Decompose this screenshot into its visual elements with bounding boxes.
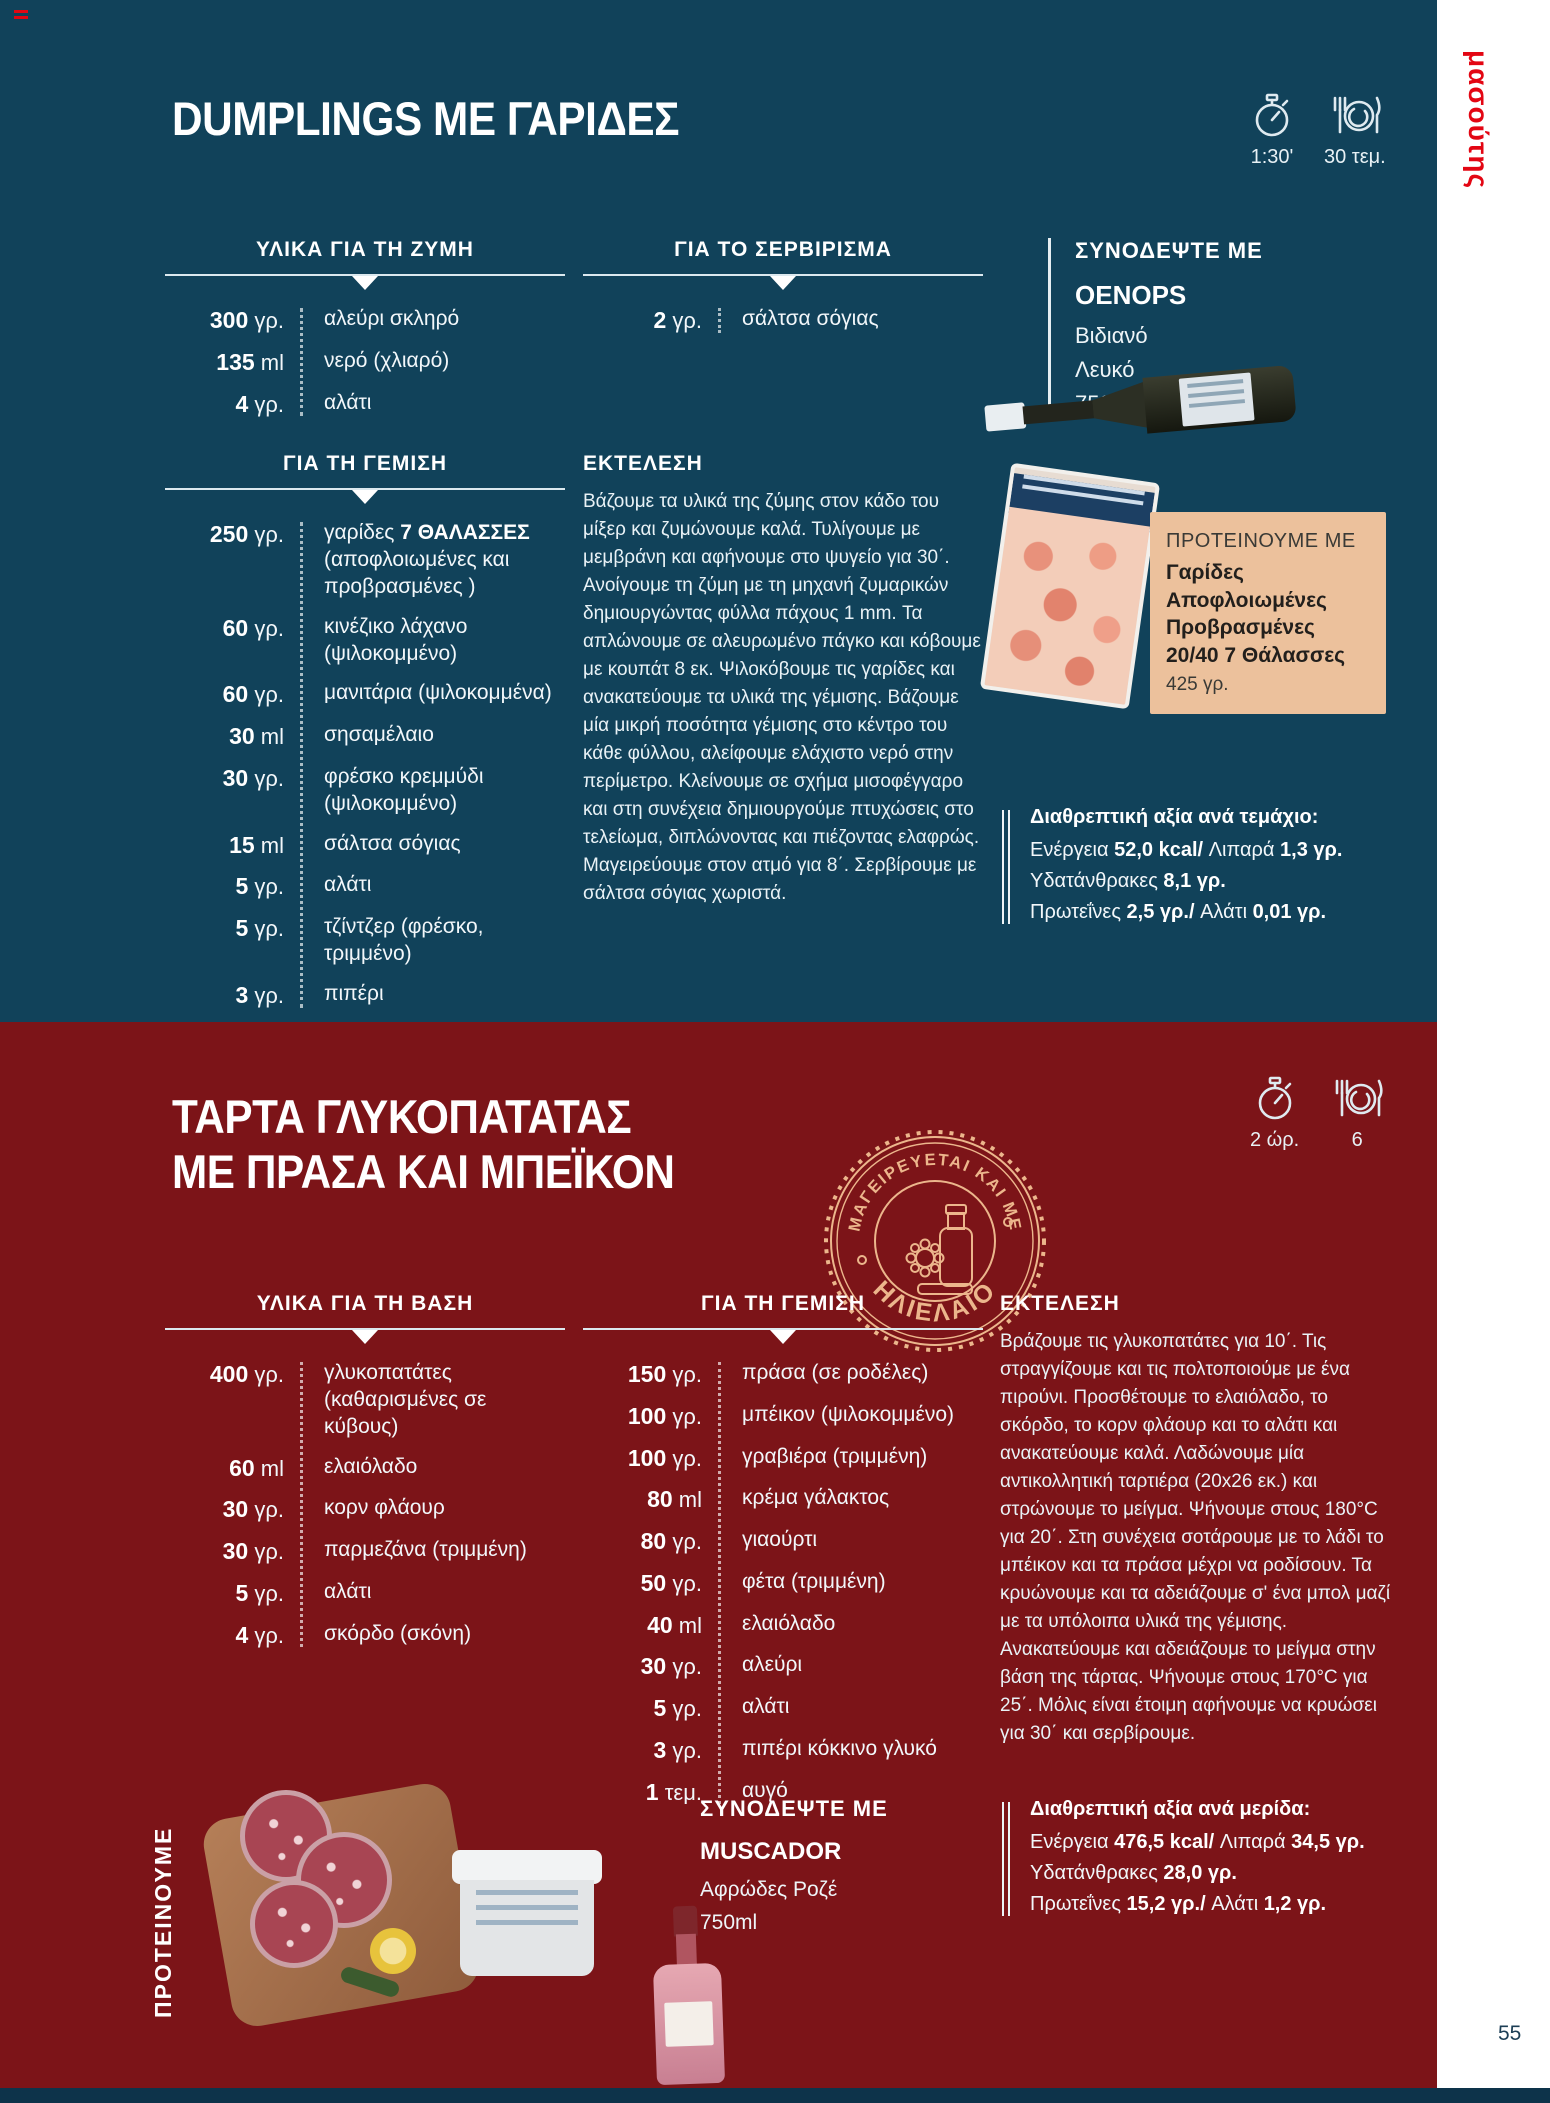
- svg-text:ΜΑΓΕΙΡΕΥΕΤΑΙ ΚΑΙ ΜΕ: [845, 1151, 1024, 1233]
- recipe2-servings: [1329, 1075, 1385, 1152]
- ingredient-row: 1 τεμ. αυγό: [645, 1778, 788, 1805]
- suggest-title: ΠΡΟΤΕΙΝΟΥΜΕ ΜΕ: [1166, 530, 1356, 552]
- ingredient-row: 300 γρ. αλεύρι σκληρό: [209, 307, 460, 333]
- bottle-label: [664, 2001, 714, 2047]
- recipe1-filling-section: [165, 452, 565, 1023]
- ingredient-row: 135 ml νερό (χλιαρό): [216, 348, 450, 375]
- meat-slice: [250, 1880, 338, 1968]
- ingredient-row: 30 γρ. αλεύρι: [640, 1653, 803, 1680]
- recipe1-dough-section: [165, 238, 565, 431]
- ingredient-row: 5 γρ. αλάτι: [235, 873, 372, 900]
- recipe2-time-label: 2 ώρ.: [1250, 1129, 1300, 1151]
- ingredient-row: 15 ml σάλτσα σόγιας: [229, 831, 461, 858]
- ingredient-row: 30 ml σησαμέλαιο: [229, 723, 434, 750]
- nutrition-line: Πρωτεΐνες 2,5 γρ./ Αλάτι 0,01 γρ.: [1030, 901, 1327, 923]
- stopwatch-icon: [1253, 1075, 1297, 1123]
- stamp-top-text: ΜΑΓΕΙΡΕΥΕΤΑΙ ΚΑΙ ΜΕ: [845, 1150, 1025, 1234]
- ingredient-row: 80 γρ. γιαούρτι: [640, 1528, 818, 1554]
- ingredient-row: 40 ml ελαιόλαδο: [647, 1611, 836, 1638]
- pairing-line: 750ml: [700, 1910, 758, 1934]
- wine-bottle-neck: [1022, 400, 1098, 424]
- ingredient-row: 400 γρ. γλυκοπατάτες (καθαρισμένες σε κύβους): [209, 1361, 487, 1438]
- nutrition-line: Ενέργεια 52,0 kcal/ Λιπαρά 1,3 γρ.: [1030, 839, 1343, 861]
- brand-logo: μασούτης: [1463, 50, 1494, 190]
- header-divider: [165, 1328, 565, 1330]
- right-sidebar: [1437, 0, 1550, 2088]
- ingredient-row: 80 ml κρέμα γάλακτος: [647, 1486, 890, 1513]
- footer-strip: [0, 2088, 1550, 2103]
- recipe1-time-label: 1:30': [1250, 146, 1294, 168]
- recipe2-meta: [1250, 1075, 1385, 1152]
- recipe1-suggest-box: [1150, 512, 1386, 714]
- ingredient-list: [165, 306, 565, 418]
- sunflower-oil-bottle-icon: [907, 1205, 973, 1294]
- recipe1-nutrition: [1002, 806, 1394, 928]
- section-header: ΥΛΙΚΑ ΓΙΑ ΤΗ ΖΥΜΗ: [256, 238, 474, 261]
- tub-lid: [452, 1850, 602, 1884]
- execution-text: Βάζουμε τα υλικά της ζύμης στον κάδο του μίξερ και ζυμώνουμε καλά. Τυλίγουμε με μεμβράνη και αφήνουμε στο ψυγείο για 30΄. Ανοίγουμε τη ζύμη με τη μηχανή ζυμαρικών δημιουργώντας φύλλα πάχους 1 mm. Τα απλώνουμε σε αλευρωμένο πάγκο και κόβουμε με κουπάτ 8 εκ. Ψιλοκόβουμε τις γαρίδες και ανακατεύουμε τα υλικά της γέμισης. Βάζουμε μία μικρή ποσότητα γέμισης στο κέντρο του κάθε φύλλου, αλείφουμε ελάχιστο νερό στην περίμετρο. Κλείνουμε σε σχήμα μισοφέγγαρο και στη συνέχεια δημιουργούμε πτυχώσεις στο τελείωμα, διπλώνοντας και πιέζοντας ελαφρώς. Μαγειρεύουμε στον ατμό για 8΄. Σερβίρουμε με σάλτσα σόγιας χωριστά.: [583, 491, 981, 904]
- recipe1-title: DUMPLINGS ΜΕ ΓΑΡΙΔΕΣ: [172, 92, 680, 145]
- recipe2-title: ΤΑΡΤΑ ΓΛΥΚΟΠΑΤΑΤΑΣ ΜΕ ΠΡΑΣΑ ΚΑΙ ΜΠΕΪΚΟΝ: [172, 1090, 675, 1198]
- ingredient-list: [165, 1360, 565, 1649]
- ingredient-list: [165, 520, 565, 1010]
- header-divider: [583, 1328, 983, 1330]
- ingredient-row: 60 γρ. μανιτάρια (ψιλοκομμένα): [222, 681, 552, 708]
- pairing-product-name: OENOPS: [1075, 280, 1187, 310]
- ingredient-row: 50 γρ. φέτα (τριμμένη): [640, 1569, 886, 1596]
- ingredient-row: 5 γρ. τζίντζερ (φρέσκο, τριμμένο): [235, 915, 484, 965]
- recipe2-base-section: [165, 1292, 565, 1662]
- recipe2-nutrition: [1002, 1798, 1394, 1920]
- recipe1-servings-label: 30 τεμ.: [1324, 146, 1386, 168]
- recipe1-serving-section: [583, 238, 983, 348]
- ingredient-row: 5 γρ. αλάτι: [235, 1579, 372, 1606]
- execution-text: Βράζουμε τις γλυκοπατάτες για 10΄. Τις στραγγίζουμε και τις πολτοποιούμε με ένα πιρούνι. Προσθέτουμε το ελαιόλαδο, το σκόρδο, το κορν φλάουρ και το αλάτι και ανακατεύουμε καλά. Λαδώνουμε μία αντικολλητική ταρτιέρα (20x26 εκ.) και στρώνουμε το μείγμα. Ψήνουμε στους 180°C για 20΄. Στη συνέχεια σοτάρουμε με το λάδι το μπέικον και τα πράσα μέχρι να ροδίσουν. Τα κρυώνουμε και τα αδειάζουμε σ' ένα μπολ μαζί με τα υπόλοιπα υλικά της γέμισης. Ανακατεύουμε και αδειάζουμε το μείγμα στην βάση της τάρτας. Ψήνουμε στους 170°C για 25΄. Μόλις είναι έτοιμη αφήνουμε να κρυώσει για 30΄ και σερβίρουμε.: [1000, 1331, 1391, 1744]
- ingredient-row: 60 ml ελαιόλαδο: [229, 1454, 418, 1481]
- pairing-title: ΣΥΝΟΔΕΨΤΕ ΜΕ: [700, 1796, 888, 1821]
- ingredient-row: 5 γρ. αλάτι: [653, 1695, 790, 1721]
- recipe1-servings: [1324, 92, 1386, 169]
- ingredient-row: 150 γρ. πράσα (σε ροδέλες): [627, 1361, 929, 1387]
- shrimp-bag-contents: [984, 507, 1150, 705]
- shrimp-bag-photo: [980, 463, 1160, 710]
- nutrition-title: Διαθρεπτική αξία ανά μερίδα:: [1030, 1798, 1311, 1820]
- ingredient-row: 3 γρ. πιπέρι: [235, 981, 384, 1008]
- stopwatch-icon: [1250, 92, 1294, 140]
- execution-header: ΕΚΤΕΛΕΣΗ: [1000, 1292, 1120, 1315]
- recipe2-servings-label: 6: [1351, 1129, 1363, 1151]
- recipe2-pairing: [700, 1796, 990, 1939]
- recipe2-filling-section: [583, 1292, 983, 1819]
- ingredient-row: 250 γρ. γαρίδες 7 ΘΑΛΑΣΣΕΣ (αποφλοιωμένες και προβρασμένες ): [209, 521, 530, 598]
- pairing-product-name: MUSCADOR: [700, 1838, 842, 1865]
- execution-header: ΕΚΤΕΛΕΣΗ: [583, 452, 703, 475]
- ingredient-row: 60 γρ. κινέζικο λάχανο (ψιλοκομμένο): [222, 614, 468, 665]
- nutrition-line: Υδατάνθρακες 28,0 γρ.: [1030, 1862, 1237, 1884]
- ingredient-list: [583, 1360, 983, 1806]
- nutrition-line: Υδατάνθρακες 8,1 γρ.: [1030, 870, 1226, 892]
- recipe1-execution: [583, 452, 983, 908]
- recipe1-time: [1250, 92, 1294, 169]
- header-divider: [583, 274, 983, 276]
- cold-cuts-board-photo: [210, 1760, 480, 2050]
- ingredient-row: 100 γρ. γραβιέρα (τριμμένη): [627, 1444, 928, 1471]
- section-header: ΓΙΑ ΤΗ ΓΕΜΙΣΗ: [700, 1292, 865, 1315]
- header-divider: [165, 488, 565, 490]
- pairing-title: ΣΥΝΟΔΕΨΤΕ ΜΕ: [1075, 238, 1263, 263]
- recipe2-execution: [1000, 1292, 1398, 1748]
- menu-icon[interactable]: [14, 10, 28, 22]
- rose-wine-bottle-photo: [639, 1904, 737, 2087]
- ingredient-row: 30 γρ. κορν φλάουρ: [222, 1496, 445, 1523]
- ingredient-row: 4 γρ. σκόρδο (σκόνη): [235, 1621, 472, 1648]
- recipe1-meta: [1250, 92, 1386, 169]
- section-header: ΓΙΑ ΤΟ ΣΕΡΒΙΡΙΣΜΑ: [674, 238, 892, 261]
- bottle-foil: [673, 1906, 698, 1937]
- pairing-line: Βιδιανό: [1075, 323, 1148, 348]
- recipe2-time: [1250, 1075, 1299, 1152]
- ingredient-row: 3 γρ. πιπέρι κόκκινο γλυκό: [653, 1736, 937, 1763]
- stamp-bottom-text: ΗΛΙΕΛΑΙΟ: [867, 1275, 1003, 1328]
- ingredient-row: 2 γρ. σάλτσα σόγιας: [653, 307, 879, 333]
- cheese-tub-photo: [452, 1838, 602, 1988]
- ingredient-row: 30 γρ. παρμεζάνα (τριμμένη): [222, 1538, 527, 1565]
- wine-bottle-cap: [984, 402, 1026, 431]
- plate-cutlery-icon: [1329, 1075, 1385, 1123]
- nutrition-title: Διαθρεπτική αξία ανά τεμάχιο:: [1030, 806, 1319, 828]
- section-header: ΓΙΑ ΤΗ ΓΕΜΙΣΗ: [282, 452, 447, 475]
- ingredient-row: 4 γρ. αλάτι: [235, 390, 372, 417]
- pairing-line: Αφρώδες Ροζέ: [700, 1878, 838, 1901]
- page-number: 55: [1498, 2022, 1522, 2045]
- section-header: ΥΛΙΚΑ ΓΙΑ ΤΗ ΒΑΣΗ: [256, 1292, 474, 1315]
- tub-body: [460, 1880, 594, 1976]
- suggest-weight: 425 γρ.: [1166, 673, 1229, 695]
- ingredient-list: [583, 306, 983, 335]
- propose-vertical-label: ΠΡΟΤΕΙΝΟΥΜΕ: [150, 1826, 176, 2018]
- suggest-product: Γαρίδες Αποφλοιωμένες Προβρασμένες 20/40 7 Θάλασσες: [1166, 561, 1346, 668]
- lemon-slice: [370, 1928, 416, 1974]
- ingredient-row: 30 γρ. φρέσκο κρεμμύδι (ψιλοκομμένο): [222, 764, 484, 815]
- nutrition-line: Ενέργεια 476,5 kcal/ Λιπαρά 34,5 γρ.: [1030, 1831, 1365, 1853]
- nutrition-line: Πρωτεΐνες 15,2 γρ./ Αλάτι 1,2 γρ.: [1030, 1893, 1327, 1915]
- wine-bottle-label: [1179, 372, 1255, 426]
- pairing-line: Λευκό: [1075, 357, 1135, 383]
- plate-cutlery-icon: [1327, 92, 1383, 140]
- header-divider: [165, 274, 565, 276]
- ingredient-row: 100 γρ. μπέικον (ψιλοκομμένο): [627, 1402, 955, 1429]
